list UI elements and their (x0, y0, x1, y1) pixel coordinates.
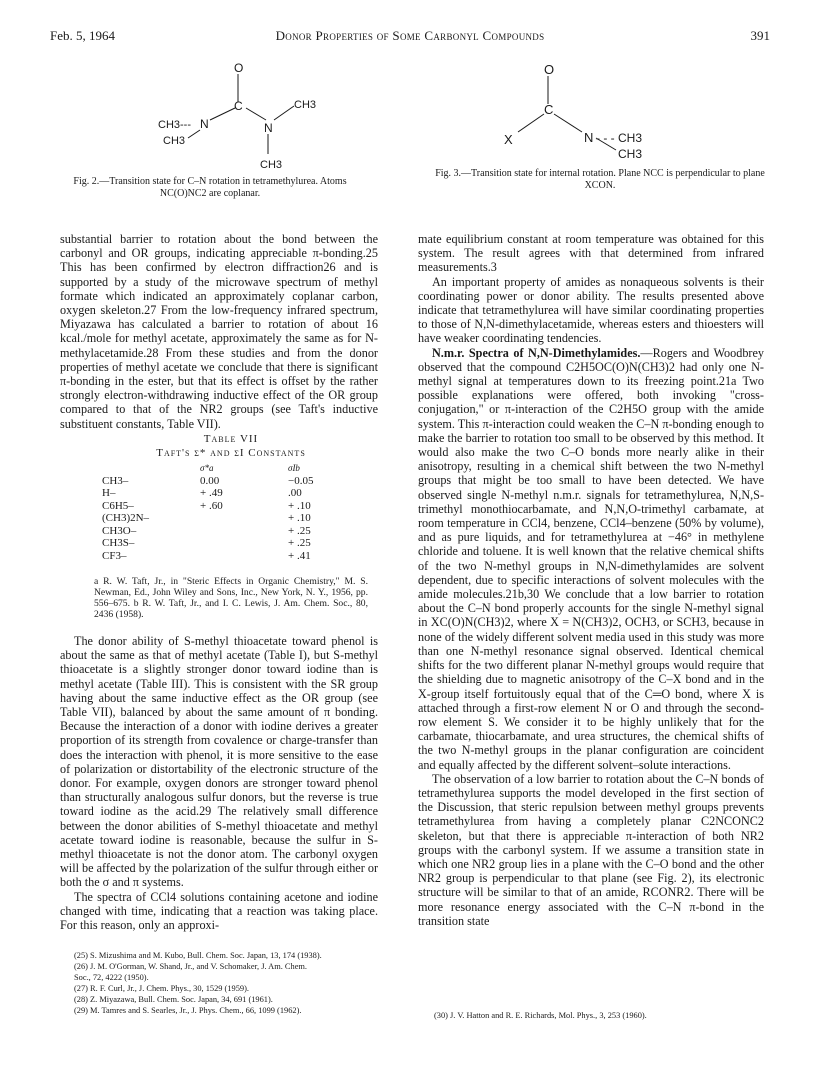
reference: (29) M. Tamres and S. Searles, Jr., J. Phys. Chem., 66, 1099 (1962). (74, 1006, 302, 1015)
fig2-atom-c: C (234, 99, 243, 113)
table-cell-sigma-star (200, 537, 288, 550)
table-cell-sigma-i: + .25 (288, 537, 311, 549)
right-column (418, 232, 764, 928)
table-cell-sigma-star: 0.00 (200, 474, 220, 487)
figure-2-caption: Fig. 2.—Transition state for C–N rotation in tetramethylurea. Atoms NC(O)NC2 are coplanar. (73, 176, 347, 199)
table-cell-sigma-i: −0.05 (288, 474, 314, 487)
figure-3-caption: Fig. 3.—Transition state for internal rotation. Plane NCC is perpendicular to plane XCON. (435, 168, 765, 191)
table-cell-group: CH3– (102, 474, 129, 487)
figure-3-structure (420, 58, 780, 168)
fig2-methyl-right: CH3 (294, 99, 317, 111)
table-row (102, 475, 348, 488)
table-vii (94, 432, 368, 562)
table-row (102, 487, 348, 500)
table-row (102, 550, 348, 563)
section-heading: N.m.r. Spectra of N,N-Dimethylamides. (432, 345, 641, 360)
running-header (50, 28, 770, 44)
table-col-sigma-i: σIb (288, 463, 300, 473)
header-title: Donor Properties of Some Carbonyl Compounds (275, 28, 545, 43)
table-vii-title: Table VII (203, 433, 259, 445)
table-cell-group: CH3S– (102, 537, 135, 549)
fig2-atom-n2: N (264, 121, 273, 135)
left-column-lower (60, 634, 378, 932)
figure-2 (60, 58, 360, 208)
fig3-methyl-wedge: CH3 (618, 147, 643, 161)
header-date: Feb. 5, 1964 (50, 28, 115, 43)
right-paragraph-3 (418, 346, 764, 772)
reference: (28) Z. Miyazawa, Bull. Chem. Soc. Japan, 34, 691 (1961). (74, 995, 273, 1004)
right-references (434, 1010, 764, 1021)
table-cell-group: CF3– (102, 549, 127, 562)
reference: Soc., 72, 4222 (1950). (74, 973, 149, 982)
fig3-atom-c: C (544, 102, 554, 117)
figure-3 (420, 58, 780, 208)
table-header-row (102, 462, 348, 475)
table-cell-sigma-star (200, 512, 288, 525)
reference: (26) J. M. O'Gorman, W. Shand, Jr., and V. Schomaker, J. Am. Chem. (74, 962, 308, 971)
fig2-methyl-bottom: CH3 (260, 159, 283, 171)
fig3-atom-o: O (544, 62, 555, 77)
table-cell-sigma-star (200, 525, 288, 538)
reference: (27) R. F. Curl, Jr., J. Chem. Phys., 30, 1529 (1959). (74, 984, 249, 993)
table-vii-footnotes: a R. W. Taft, Jr., in "Steric Effects in Organic Chemistry," M. S. Newman, Ed., John Wiley and Sons, Inc., New York, N. Y., 1956, pp. 556–675. b R. W. Taft, Jr., and I. C. Lewis, J. Am. Chem. Soc., 80, 2436 (1958). (94, 576, 368, 620)
left-column-upper (60, 232, 378, 431)
left-references (74, 950, 384, 1016)
table-row (102, 500, 348, 513)
table-cell-group: H– (102, 487, 116, 499)
right-paragraph-1: mate equilibrium constant at room temperature was obtained for this system. The result agrees with that determined from infrared measurements.3 (418, 232, 764, 275)
table-vii-subtitle: Taft's σ* and σI Constants (156, 447, 306, 459)
reference: (30) J. V. Hatton and R. E. Richards, Mol. Phys., 3, 253 (1960). (434, 1011, 647, 1020)
table-row (102, 512, 348, 525)
left-paragraph-3: The spectra of CCl4 solutions containing acetone and iodine changed with time, indicating that a reaction was taking place. For this reason, only an approxi- (60, 889, 378, 933)
table-row (102, 525, 348, 538)
fig3-atom-n: N (584, 130, 594, 145)
reference: (25) S. Mizushima and M. Kubo, Bull. Chem. Soc. Japan, 13, 174 (1938). (74, 951, 322, 960)
figure-2-structure (60, 58, 360, 178)
table-cell-sigma-star (200, 550, 288, 563)
fig2-methyl-dashed: CH3--- (158, 119, 191, 131)
table-cell-sigma-i: + .10 (288, 512, 311, 524)
table-cell-group: (CH3)2N– (102, 512, 150, 524)
table-cell-sigma-i: .00 (288, 487, 302, 499)
table-cell-group: CH3O– (102, 524, 137, 537)
table-row (102, 537, 348, 550)
fig2-atom-n1: N (200, 117, 209, 131)
fig2-atom-o: O (234, 61, 244, 75)
right-paragraph-3-body: —Rogers and Woodbrey observed that the compound C2H5OC(O)N(CH3)2 had only one N-methyl signal at temperatures down to its freezing point.21a Two possible explanations were offered, both invoking "cross-conjugation," or π-interaction of the C2H5O group with the amide system. This π-interaction could weaken the C–N π-bonding enough to make the barrier to rotation too small to be observed by this method. It would also make the two C–O bonds more nearly alike in their anisotropy, resulting in a chemical shift between the two N-methyl groups that might be too small to have been detected. We have observed single N-methyl n.m.r. signals for tetramethylurea, N,N,S-trimethyl monothiocarbamate, and N,N,O-trimethyl carbamate, at room temperature in CCl4, benzene, CCl4–benzene (50% by volume), and as pure liquids, and for tetramethylurea at −46° in methylene chloride and toluene. It is well known that the relative chemical shifts of the two N-methyl groups in N,N-dimethylamides are solvent dependent, due to specific interactions of solvent molecules with the amide molecules.21b,30 We conclude that a low barrier to rotation about the C–N bond properly accounts for the single N-methyl signal in XC(O)N(CH3)2, where X = N(CH3)2, OCH3, or SCH3, because in none of the widely different solvent media used in this study was more than one N-methyl resonance signal observed. Identical chemical shifts for the two different planar N-methyl groups would require that the shielding due to magnetic anisotropy of the C–X bond and in the X-group itself fortuitously equal that of the C═O bond, where X is attached through a first-row element N or O and through the second-row element S. We consider it to be highly unlikely that for the carbamate, thiocarbamate, and urea structures, the chemical shifts of the two N-methyl groups in the planar configuration are coincident and equally affected by the different solvent–solute interactions. (418, 345, 764, 772)
table-cell-sigma-i: + .25 (288, 524, 311, 537)
table-vii-grid (102, 462, 348, 562)
fig3-methyl-dashed: - - - CH3 (596, 131, 642, 145)
right-paragraph-2: An important property of amides as nonaqueous solvents is their coordinating power or donor ability. The results presented above indicate that tetramethylurea will have similar coordinating properties to those of N,N-dimethylacetamide, whereas esters and thioesters will have weaker coordinating tendencies. (418, 274, 764, 346)
table-col-sigma-star: σ*a (200, 463, 214, 473)
page-number: 391 (750, 28, 770, 43)
table-cell-sigma-star: + .49 (200, 487, 223, 499)
table-cell-sigma-i: + .10 (288, 499, 311, 512)
left-paragraph-2: The donor ability of S-methyl thioacetate toward phenol is about the same as that of methyl acetate (Table I), but S-methyl thioacetate is a slightly stronger donor toward iodine than is methyl acetate (Table III). This is consistent with the SR group having about the same inductive effect as the OR group (see Table VII), balanced by about the same amount of π bonding. Because the interaction of a donor with iodine derives a greater proportion of its strength from covalence or charge-transfer than does the interaction with phenol, it is more sensitive to the ease of polarization or distortability of the electronic structure of the donor. For example, oxygen donors are stronger toward phenol than structurally analogous sulfur donors, but the reverse is true toward iodine as the acid.29 The relatively small difference between the donor abilities of S-methyl thioacetate and methyl acetate toward iodine is reasonable, because the sulfur in S-methyl thioacetate is not the donor atom. The carbonyl oxygen will be affected by the polarization of the sulfur through either or both the σ and π systems. (60, 634, 378, 890)
table-cell-sigma-i: + .41 (288, 549, 311, 562)
fig2-methyl-wedge: CH3 (163, 135, 186, 147)
table-cell-sigma-star: + .60 (200, 499, 223, 512)
right-paragraph-4: The observation of a low barrier to rotation about the C–N bonds of tetramethylurea supports the model developed in the first section of the Discussion, that steric repulsion between methyl groups prevents tetramethylurea from having a completely planar C2NCONC2 skeleton, but that there is appreciable π-interaction of both NR2 groups with the carbonyl system. If we assume a transition state in which one NR2 group lies in a plane with the C–O bond and the other NR2 group is perpendicular to that plane (see Fig. 2), its electronic structure will be similar to that of an amide, RCONR2. There will be more resonance energy associated with the C–N π-bond in the transition state (418, 771, 764, 928)
left-paragraph-1: substantial barrier to rotation about the bond between the carbonyl and OR groups, indicating appreciable π-bonding.25 This has been confirmed by electron diffraction26 and is supported by a study of the microwave spectrum of methyl formate which indicated an approximately coplanar carbon, oxygen skeleton.27 From the low-frequency infrared spectrum, Miyazawa has calculated a barrier to rotation of about 16 kcal./mole for methyl acetate, approximately the same as for N-methylacetamide.28 From these studies and from the donor properties of methyl acetate we conclude that there is significant π-bonding in the ester, but that its effect is offset by the rather strongly electron-withdrawing inductive effect of the OR group compared to that of the NR2 groups (see Taft's inductive substituent constants, Table VII). (60, 232, 378, 431)
fig3-atom-x: X (504, 132, 513, 147)
table-cell-group: C6H5– (102, 499, 134, 512)
